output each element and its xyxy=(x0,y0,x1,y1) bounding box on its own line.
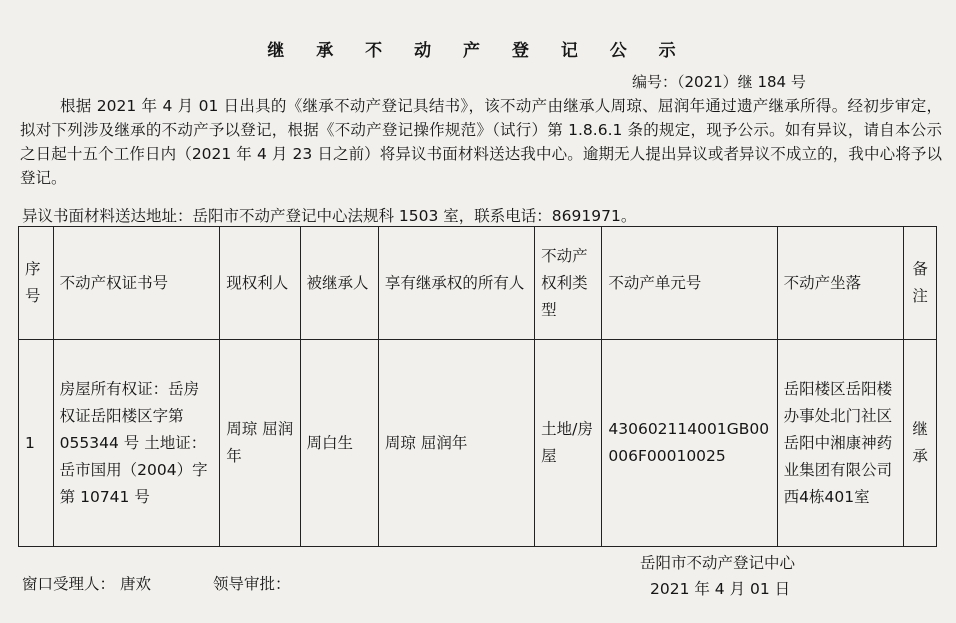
cell-unit-number: 430602114001GB00006F00010025 xyxy=(602,340,777,547)
cell-seq: 1 xyxy=(19,340,54,547)
cell-remark: 继承 xyxy=(904,340,937,547)
cell-right-type: 土地/房屋 xyxy=(535,340,602,547)
header-remark: 备注 xyxy=(904,227,937,340)
window-receiver-name: 唐欢 xyxy=(119,575,151,593)
objection-address: 异议书面材料送达地址：岳阳市不动产登记中心法规科 1503 室，联系电话：8691971。 xyxy=(22,207,637,225)
leader-approval-label: 领导审批： xyxy=(213,575,291,593)
window-receiver-label: 窗口受理人： xyxy=(22,575,116,593)
header-seq: 序号 xyxy=(19,227,54,340)
cell-location: 岳阳楼区岳阳楼办事处北门社区岳阳中湘康神药业集团有限公司西4栋401室 xyxy=(777,340,904,547)
header-current-holder: 现权利人 xyxy=(220,227,300,340)
header-decedent: 被继承人 xyxy=(300,227,378,340)
window-receiver xyxy=(22,572,151,594)
header-location: 不动产坐落 xyxy=(777,227,904,340)
header-right-type: 不动产权利类型 xyxy=(535,227,602,340)
table-row xyxy=(19,340,937,547)
cell-heirs: 周琼 屈润年 xyxy=(378,340,534,547)
table-header-row xyxy=(19,227,937,340)
notice-number: 编号：（2021）继 184 号 xyxy=(632,73,806,91)
issue-date: 2021 年 4 月 01 日 xyxy=(650,580,791,598)
header-heirs: 享有继承权的所有人 xyxy=(378,227,534,340)
notice-title: 继 承 不 动 产 登 记 公 示 xyxy=(267,41,689,61)
cell-decedent: 周白生 xyxy=(300,340,378,547)
header-certificate: 不动产权证书号 xyxy=(53,227,220,340)
cell-current-holder: 周琼 屈润年 xyxy=(220,340,300,547)
header-unit-number: 不动产单元号 xyxy=(602,227,777,340)
property-table xyxy=(18,226,937,547)
issuer-name: 岳阳市不动产登记中心 xyxy=(640,554,796,572)
notice-paragraph: 根据 2021 年 4 月 01 日出具的《继承不动产登记具结书》，该不动产由继承人周琼、屈润年通过遗产继承所得。经初步审定， 拟对下列涉及继承的不动产予以登记，根据《不动产登记操作规范》（试行）第 1.8.6.1 条的规定，现予公示。如有异议，请自本公示之日起十五个工作日内（2021 年 4 月 23 日之前）将异议书面材料送达我中心。逾期无人提出异议或者异议不成立的，我中心将予以登记。 xyxy=(20,97,942,187)
cell-certificate: 房屋所有权证：岳房权证岳阳楼区字第 055344 号 土地证：岳市国用（2004）字第 10741 号 xyxy=(53,340,220,547)
